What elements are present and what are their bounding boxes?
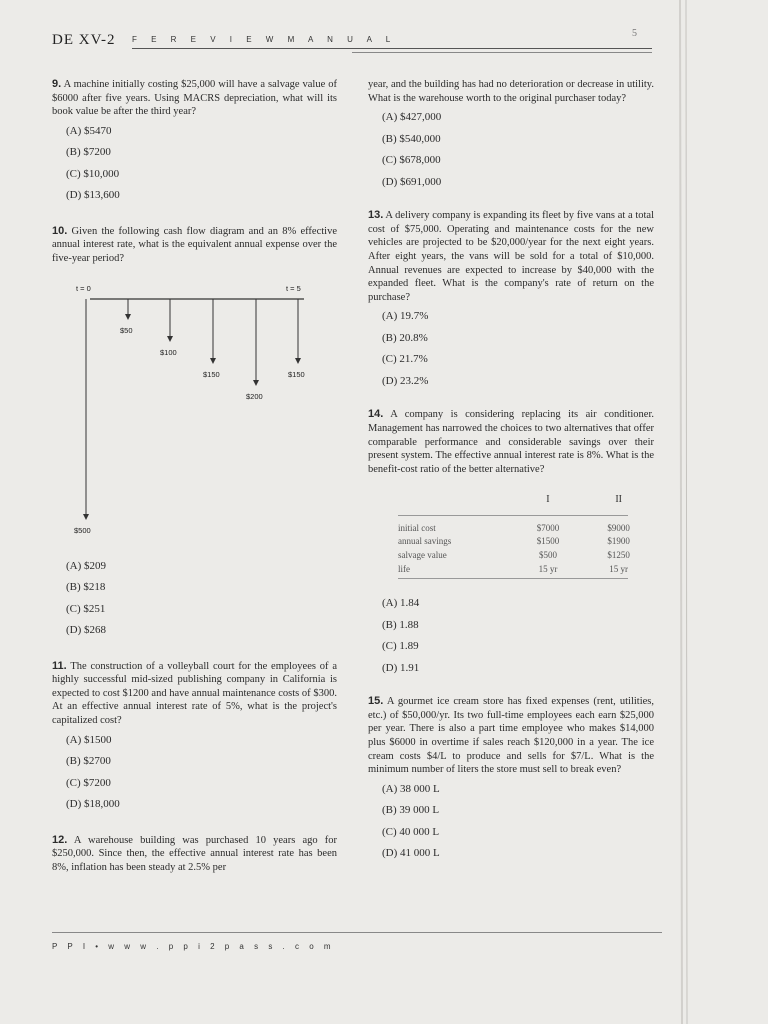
cash-flow-diagram [72, 282, 312, 535]
option-a: (A) 38 000 L [382, 782, 440, 795]
question-10 [52, 225, 337, 646]
question-text: A warehouse building was purchased 10 years ago for $250,000. Since then, the effective annual interest rate has been 8%, inflation has been steady at 2.5% per [52, 834, 338, 873]
question-number: 15. [368, 695, 384, 708]
question-text: A company is considering replacing its air conditioner. Management has narrowed the choices to two alternatives that offer comparable performance and considerable savings over their present system. The effective annual interest rate is 8%. What is the benefit-cost ratio of the better alternative? [368, 409, 654, 475]
page-number: 5 [632, 28, 637, 39]
option-d: (D) $268 [66, 624, 107, 637]
option-b: (B) $218 [66, 581, 106, 594]
manual-title: F E R E V I E W M A N U A L [132, 35, 397, 44]
section-code: DE XV-2 [52, 32, 116, 48]
left-column [52, 78, 337, 874]
table-cell: $1900 [607, 536, 630, 547]
cash-flow-label: $50 [120, 325, 133, 335]
question-11 [52, 660, 337, 820]
page-edge-shadow [676, 0, 690, 1024]
header-rule [132, 48, 652, 49]
option-d: (D) $18,000 [66, 798, 120, 811]
alternatives-table [398, 490, 654, 576]
option-d: (D) $13,600 [66, 189, 120, 202]
table-header-cell: I [546, 493, 550, 505]
answer-options [382, 310, 654, 396]
table-header-cell [398, 490, 513, 508]
question-12-continued [368, 78, 654, 197]
table-row [398, 549, 654, 563]
option-a: (A) 19.7% [382, 310, 429, 323]
right-column [368, 78, 654, 869]
option-d: (D) 41 000 L [382, 847, 440, 860]
option-b: (B) 1.88 [382, 618, 419, 631]
cash-flow-label: $150 [203, 369, 220, 379]
question-9 [52, 78, 337, 211]
cash-flow-label: $200 [246, 391, 263, 401]
cash-flow-label: $100 [160, 347, 177, 357]
option-d: (D) $691,000 [382, 175, 442, 188]
time-zero-label: t = 0 [76, 283, 91, 293]
option-d: (D) 1.91 [382, 661, 420, 674]
cash-flow-arrows [72, 282, 312, 532]
option-d: (D) 23.2% [382, 374, 429, 387]
question-text: A gourmet ice cream store has fixed expenses (rent, utilities, etc.) of $50,000/yr. Its two full-time employees each earn $25,000 per year. There is also a part time employee who makes $14,000 plus $6000 in overtime if sales reach $120,000 in a year. The ice cream costs $4/L to produce and sells for $7/L. What is the minimum number of liters the store must sell to break even? [368, 696, 654, 776]
table-cell: $500 [538, 550, 557, 560]
option-b: (B) $540,000 [382, 132, 441, 145]
page-header [52, 32, 662, 54]
option-c: (C) 40 000 L [382, 825, 440, 838]
table-row [398, 522, 654, 536]
option-c: (C) 21.7% [382, 353, 428, 366]
table-cell: $9000 [607, 522, 630, 533]
option-a: (A) $427,000 [382, 111, 442, 124]
table-row [398, 535, 654, 549]
answer-options [66, 560, 337, 646]
table-cell: salvage value [398, 550, 447, 560]
question-number: 9. [52, 78, 62, 90]
question-number: 10. [52, 224, 68, 237]
header-rule-secondary [352, 52, 652, 53]
answer-options [66, 125, 337, 211]
table-cell: initial cost [398, 522, 436, 533]
table-cell: 15 yr [538, 563, 558, 574]
cash-flow-label: $150 [288, 369, 305, 379]
option-c: (C) $10,000 [66, 167, 120, 180]
answer-options [382, 783, 654, 869]
answer-options [382, 111, 654, 197]
table-cell: annual savings [398, 536, 452, 547]
table-cell: life [398, 563, 410, 574]
table-cell: 15 yr [609, 563, 629, 574]
question-text: The construction of a volleyball court for the employees of a highly successful mid-sized publishing company in California is expected to cost $1200 and have annual maintenance costs of $300. At an effective annual interest rate of 5%, what is the project's capitalized cost? [52, 660, 337, 726]
option-b: (B) 20.8% [382, 331, 428, 344]
answer-options [66, 734, 337, 820]
table-bottom-rule [398, 578, 628, 579]
option-c: (C) $678,000 [382, 154, 441, 167]
question-15 [368, 695, 654, 869]
table-row [398, 563, 654, 577]
question-14 [368, 408, 654, 683]
question-12 [52, 834, 337, 875]
table-header-cell: II [615, 493, 622, 505]
table-header-row [398, 490, 654, 508]
option-a: (A) $209 [66, 559, 107, 572]
footer-rule [52, 932, 662, 933]
option-b: (B) $2700 [66, 755, 111, 768]
option-c: (C) 1.89 [382, 640, 419, 653]
table-cell: $1500 [536, 536, 560, 547]
option-c: (C) $7200 [66, 776, 111, 789]
question-text: A delivery company is expanding its fleet by five vans at a total cost of $75,000. Operating and maintenance costs for the new vehicles are projected to be $20,000/year for the next eight years. After eight years, the vans will be sold for a total of $10,000. Annual revenues are expected to increase by $40,000 with the expanded fleet. What is the company's rate of return on the purchase? [368, 210, 654, 303]
answer-options [382, 597, 654, 683]
table-cell: $7000 [536, 522, 560, 533]
option-b: (B) $7200 [66, 146, 111, 159]
question-number: 14. [368, 408, 384, 421]
option-c: (C) $251 [66, 602, 106, 615]
option-a: (A) 1.84 [382, 597, 420, 610]
question-text: Given the following cash flow diagram and an 8% effective annual interest rate, what is the equivalent annual expense over the five-year period? [52, 225, 337, 264]
question-number: 13. [368, 209, 384, 222]
question-number: 12. [52, 833, 68, 846]
question-text: A machine initially costing $25,000 will have a salvage value of $6000 after five years. Using MACRS depreciation, what will its book value be after the third year? [52, 79, 337, 118]
question-13 [368, 209, 654, 396]
option-b: (B) 39 000 L [382, 804, 440, 817]
time-five-label: t = 5 [286, 283, 301, 293]
option-a: (A) $1500 [66, 733, 112, 746]
publisher-url: P P I • w w w . p p i 2 p a s s . c o m [52, 942, 335, 951]
table-cell: $1250 [607, 550, 630, 560]
question-text: year, and the building has had no deterioration or decrease in utility. What is the warehouse worth to the original purchaser today? [368, 79, 654, 104]
option-a: (A) $5470 [66, 124, 112, 137]
page-footer [52, 936, 662, 954]
cash-flow-label: $500 [74, 525, 91, 535]
question-number: 11. [52, 659, 67, 672]
